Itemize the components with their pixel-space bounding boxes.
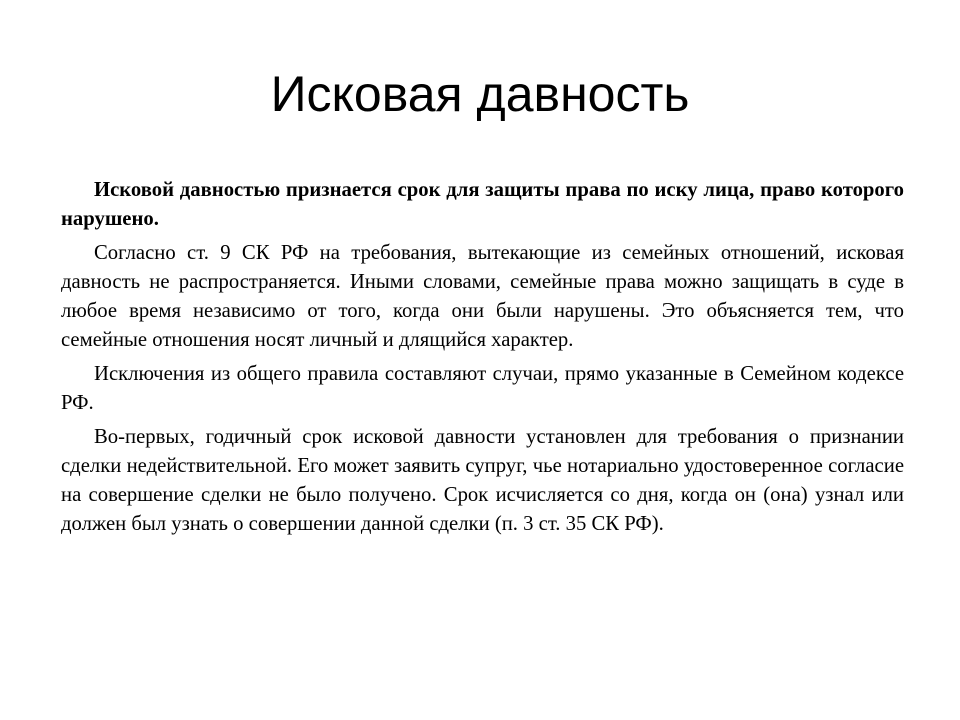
body-paragraph: Во-первых, годичный срок исковой давности установлен для требования о признании сделки недействительной. Его может заявить супруг, чье нотариально удостоверенное согласие на совершение сделки не было получено. Срок исчисляется со дня, когда он (она) узнал или должен был узнать о совершении данной сделки (п. 3 ст. 35 СК РФ). (61, 426, 904, 535)
body-paragraph: Исключения из общего правила составляют случаи, прямо указанные в Семейном кодексе РФ. (61, 363, 904, 414)
slide-body (61, 176, 904, 544)
definition-paragraph: Исковой давностью признается срок для защиты права по иску лица, право которого нарушено. (61, 179, 904, 230)
slide-title: Исковая давность (270, 66, 690, 122)
body-paragraph: Согласно ст. 9 СК РФ на требования, вытекающие из семейных отношений, исковая давность не распространяется. Иными словами, семейные права можно защищать в суде в любое время независимо от того, когда они были нарушены. Это объясняется тем, что семейные отношения носят личный и длящийся характер. (61, 242, 904, 351)
